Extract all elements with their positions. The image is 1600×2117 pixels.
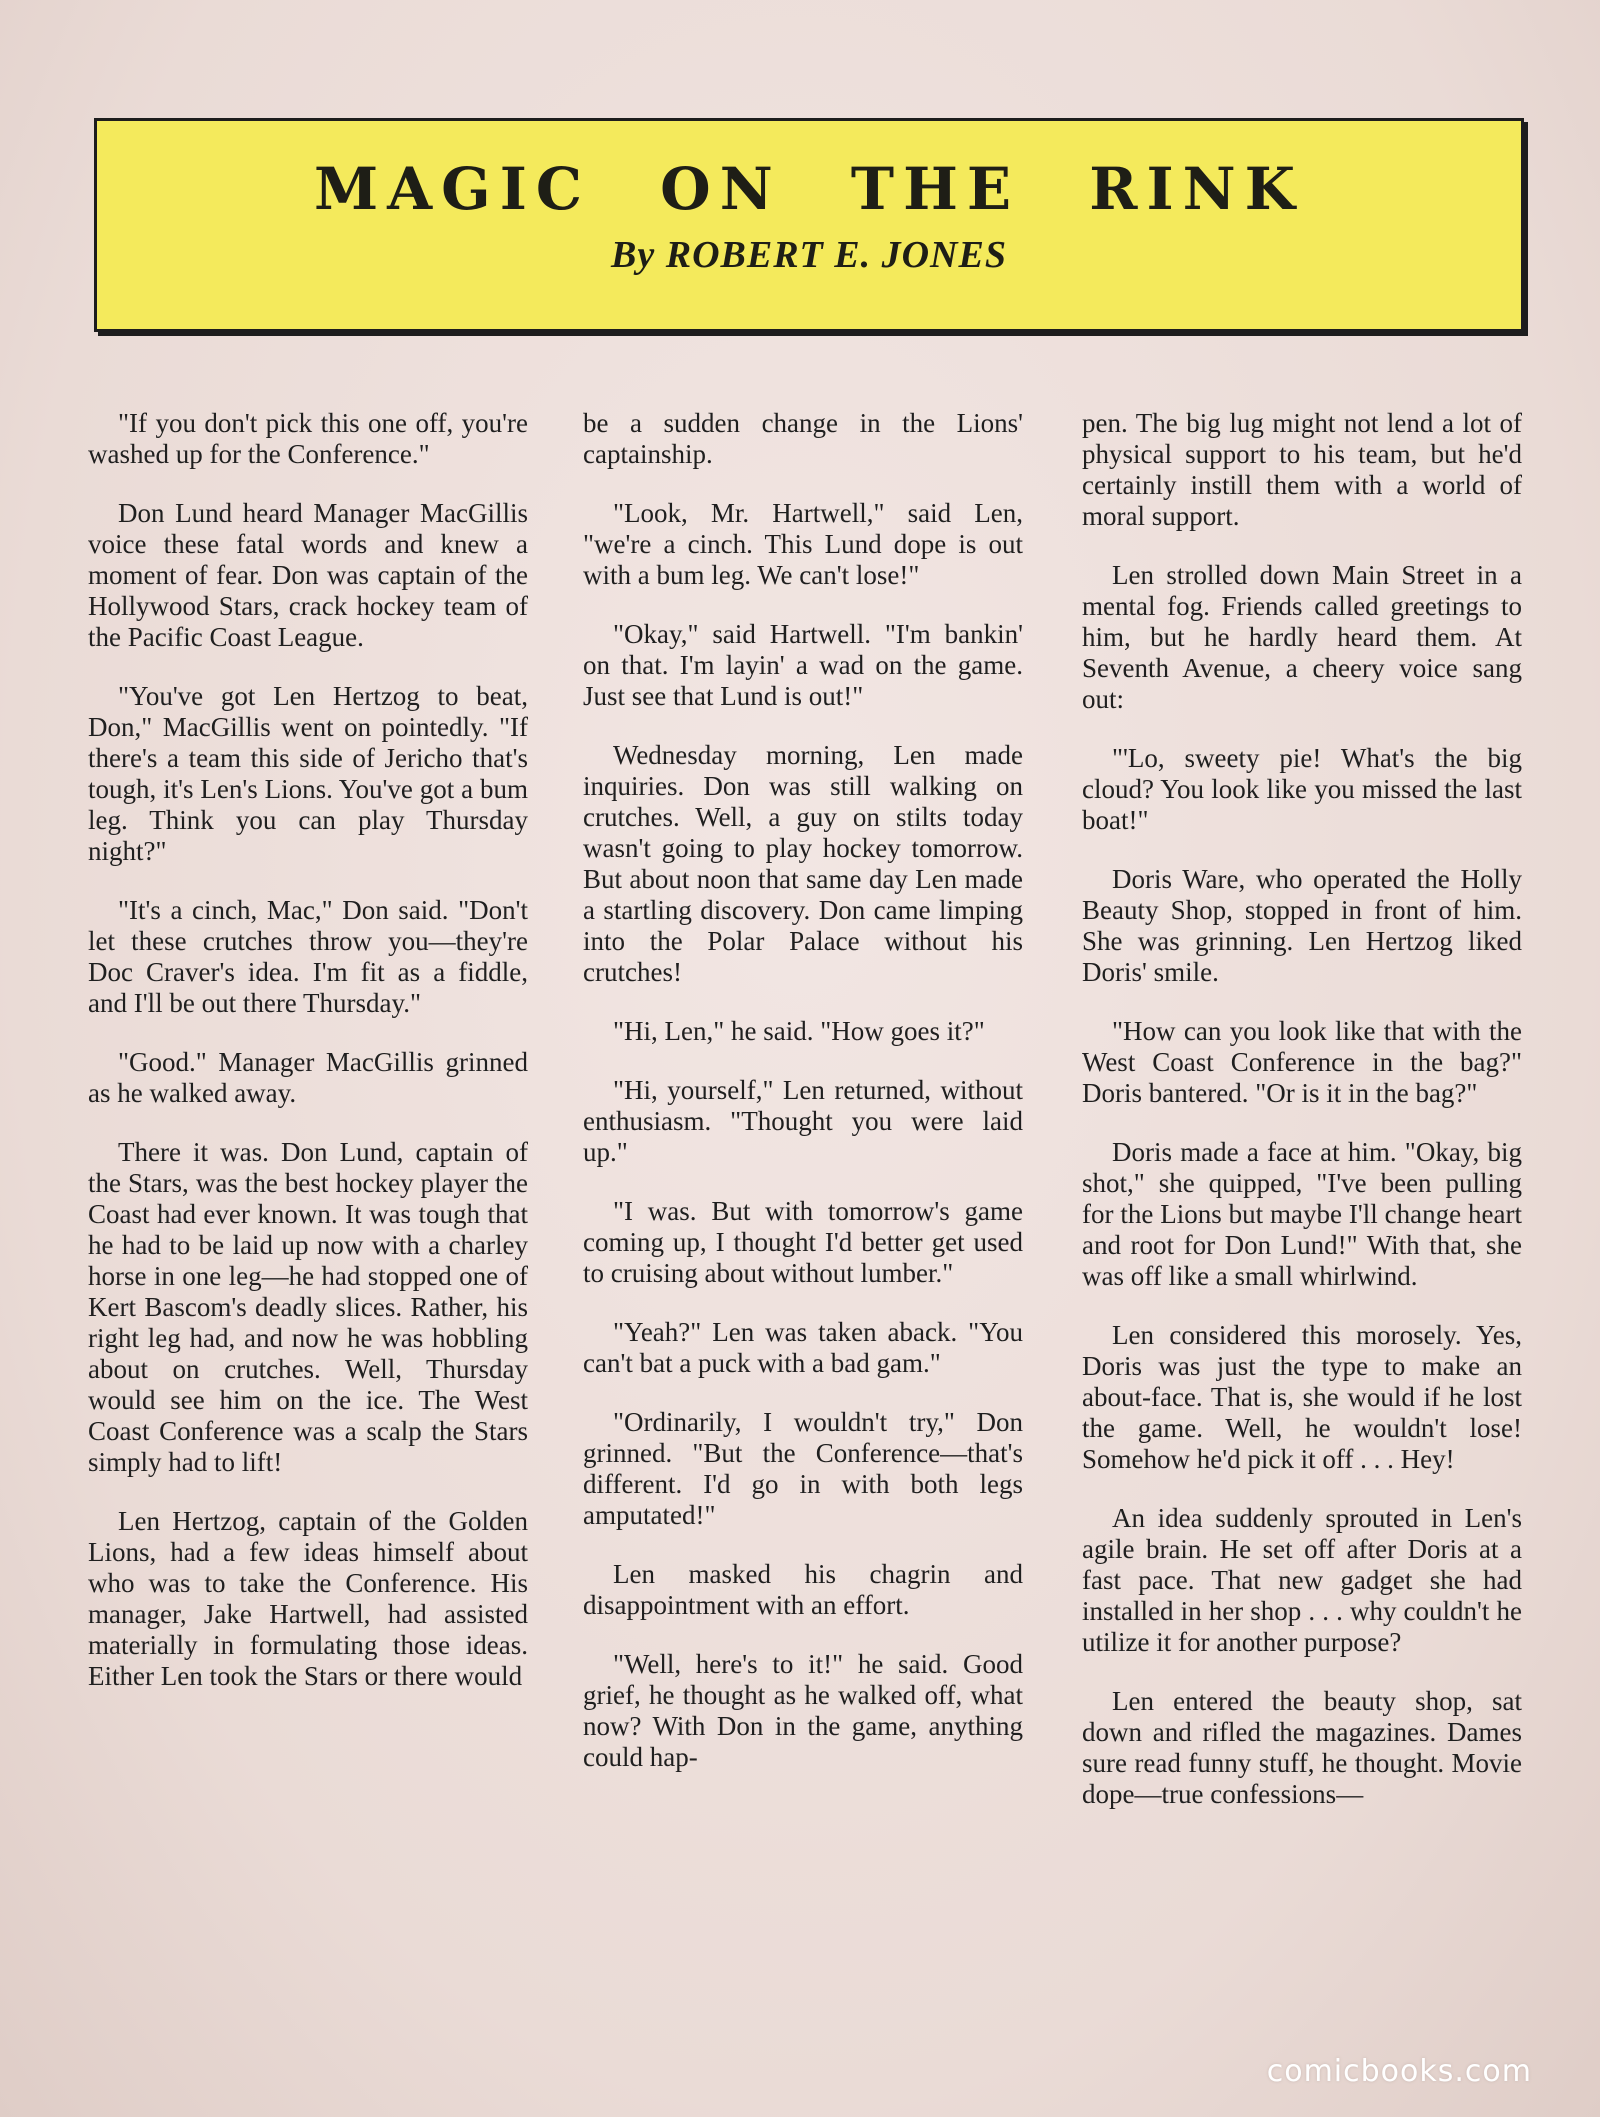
paragraph: Len masked his chagrin and disappointment with an effort. (583, 1559, 1023, 1620)
paragraph: pen. The big lug might not lend a lot of physical support to his team, but he'd certainly instill them with a world of moral support. (1082, 408, 1522, 531)
paragraph: There it was. Don Lund, captain of the Stars, was the best hockey player the Coast had ever known. It was tough that he had to be laid up now with a charley horse in one leg—he had stopped one of Kert Bascom's deadly slices. Rather, his right leg had, and now he was hobbling about on crutches. Well, Thursday would see him on the ice. The West Coast Conference was a scalp the Stars simply had to lift! (88, 1137, 528, 1477)
paragraph: Wednesday morning, Len made inquiries. Don was still walking on crutches. Well, a guy on stilts today wasn't going to play hockey tomorrow. But about noon that same day Len made a startling discovery. Don came limping into the Polar Palace without his crutches! (583, 740, 1023, 987)
paragraph: "It's a cinch, Mac," Don said. "Don't let these crutches throw you—they're Doc Craver's idea. I'm fit as a fiddle, and I'll be out there Thursday." (88, 895, 528, 1018)
title-banner (94, 118, 1524, 332)
site-watermark: comicbooks.com (1266, 2054, 1532, 2089)
text-column-2 (583, 408, 1023, 1801)
paragraph: "I was. But with tomorrow's game coming up, I thought I'd better get used to cruising about without lumber." (583, 1196, 1023, 1288)
paragraph: "'Lo, sweety pie! What's the big cloud? You look like you missed the last boat!" (1082, 743, 1522, 835)
paragraph: "Ordinarily, I wouldn't try," Don grinned. "But the Conference—that's different. I'd go in with both legs amputated!" (583, 1407, 1023, 1530)
text-column-3 (1082, 408, 1522, 1838)
story-title: MAGIC ON THE RINK (313, 155, 1305, 223)
paragraph: Don Lund heard Manager MacGillis voice these fatal words and knew a moment of fear. Don was captain of the Hollywood Stars, crack hockey team of the Pacific Coast League. (88, 498, 528, 652)
text-column-1 (88, 408, 528, 1720)
paragraph: be a sudden change in the Lions' captainship. (583, 408, 1023, 469)
paragraph: "Yeah?" Len was taken aback. "You can't bat a puck with a bad gam." (583, 1317, 1023, 1378)
paragraph: An idea suddenly sprouted in Len's agile brain. He set off after Doris at a fast pace. That new gadget she had installed in her shop . . . why couldn't he utilize it for another purpose? (1082, 1503, 1522, 1657)
paragraph: Doris Ware, who operated the Holly Beauty Shop, stopped in front of him. She was grinning. Len Hertzog liked Doris' smile. (1082, 864, 1522, 987)
paragraph: Len considered this morosely. Yes, Doris was just the type to make an about-face. That is, she would if he lost the game. Well, he wouldn't lose! Somehow he'd pick it off . . . Hey! (1082, 1320, 1522, 1474)
paragraph: "Look, Mr. Hartwell," said Len, "we're a cinch. This Lund dope is out with a bum leg. We can't lose!" (583, 498, 1023, 590)
paragraph: "Good." Manager MacGillis grinned as he walked away. (88, 1047, 528, 1108)
paragraph: "Well, here's to it!" he said. Good grief, he thought as he walked off, what now? With Don in the game, anything could hap- (583, 1649, 1023, 1772)
paragraph: "Hi, yourself," Len returned, without enthusiasm. "Thought you were laid up." (583, 1075, 1023, 1167)
paragraph: "If you don't pick this one off, you're washed up for the Conference." (88, 408, 528, 469)
paragraph: Len entered the beauty shop, sat down and rifled the magazines. Dames sure read funny stuff, he thought. Movie dope—true confessions— (1082, 1686, 1522, 1809)
paragraph: "How can you look like that with the West Coast Conference in the bag?" Doris bantered. "Or is it in the bag?" (1082, 1016, 1522, 1108)
paragraph: "Okay," said Hartwell. "I'm bankin' on that. I'm layin' a wad on the game. Just see that Lund is out!" (583, 619, 1023, 711)
paragraph: Doris made a face at him. "Okay, big shot," she quipped, "I've been pulling for the Lions but maybe I'll change heart and root for Don Lund!" With that, she was off like a small whirlwind. (1082, 1137, 1522, 1291)
paragraph: Len Hertzog, captain of the Golden Lions, had a few ideas himself about who was to take the Conference. His manager, Jake Hartwell, had assisted materially in formulating those ideas. Either Len took the Stars or there would (88, 1506, 528, 1691)
paragraph: "You've got Len Hertzog to beat, Don," MacGillis went on pointedly. "If there's a team this side of Jericho that's tough, it's Len's Lions. You've got a bum leg. Think you can play Thursday night?" (88, 681, 528, 866)
paragraph: Len strolled down Main Street in a mental fog. Friends called greetings to him, but he hardly heard them. At Seventh Avenue, a cheery voice sang out: (1082, 560, 1522, 714)
paragraph: "Hi, Len," he said. "How goes it?" (613, 1016, 985, 1046)
story-byline: By ROBERT E. JONES (611, 234, 1007, 276)
